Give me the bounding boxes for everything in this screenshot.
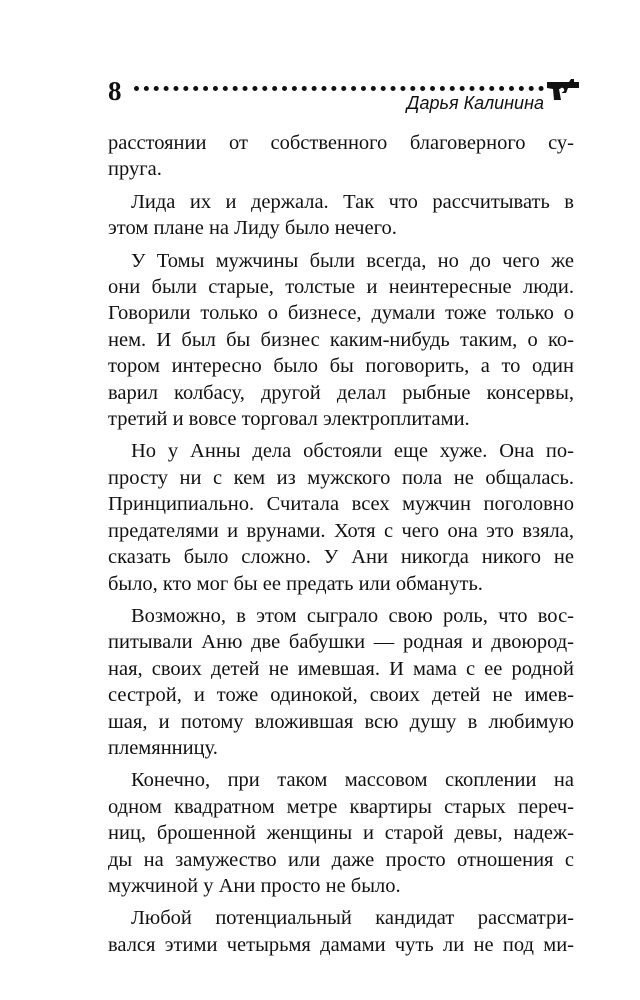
- text-line: Возможно, в этом сыграло свою роль, что вос-: [131, 604, 574, 627]
- text-line: племянницу.: [108, 736, 218, 759]
- paragraph: [108, 438, 574, 596]
- text-line: просту ни с кем из мужского пола не общалась.: [108, 466, 574, 489]
- text-line: Принципиально. Считала всех мужчин поголовно: [108, 493, 574, 516]
- paragraph: [108, 248, 574, 433]
- text-line: ниц, брошенной женщины и старой девы, надеж-: [108, 822, 574, 845]
- text-line: ная, своих детей не имевшая. И мама с ее родной: [108, 657, 574, 680]
- text-line: пруга.: [108, 158, 162, 181]
- text-line: этом плане на Лиду было нечего.: [108, 217, 397, 240]
- running-header: [108, 74, 584, 114]
- text-line: варил колбасу, другой делал рыбные консервы,: [108, 381, 574, 404]
- paragraph: [108, 130, 574, 183]
- text-line: Лида их и держала. Так что рассчитывать в: [131, 190, 574, 213]
- text-line: мужчиной у Ани просто не было.: [108, 874, 401, 897]
- text-line: одном квадратном метре квартиры старых переч-: [108, 795, 574, 818]
- pistol-icon: [546, 76, 580, 102]
- text-line: было, кто мог бы ее предать или обмануть.: [108, 572, 483, 595]
- text-line: вался этими четырьмя дамами чуть ли не под ми-: [108, 933, 574, 956]
- text-line: У Томы мужчины были всегда, но до чего же: [131, 249, 574, 272]
- author-name: Дарья Калинина: [406, 93, 544, 113]
- text-line: Но у Анны дела обстояли еще хуже. Она по-: [131, 440, 574, 463]
- text-line: Говорили только о бизнесе, думали тоже только о: [108, 302, 574, 325]
- text-line: они были старые, толстые и неинтересные люди.: [108, 276, 574, 299]
- text-line: сестрой, и тоже одинокой, своих детей не имев-: [108, 684, 574, 707]
- text-line: ды на замужество или даже просто отношения с: [108, 848, 574, 871]
- text-line: сказать было сложно. У Ани никогда никого не: [108, 546, 574, 569]
- text-line: Конечно, при таком массовом скоплении на: [131, 769, 574, 792]
- text-line: шая, и потому вложившая всю душу в любимую: [108, 710, 574, 733]
- page-number: 8: [108, 76, 122, 106]
- dotted-rule: [134, 86, 544, 91]
- text-line: тором интересно было бы поговорить, а то один: [108, 355, 574, 378]
- text-line: расстоянии от собственного благоверного су-: [108, 132, 574, 154]
- text-line: Любой потенциальный кандидат рассматри-: [131, 907, 574, 930]
- text-line: третий и вовсе торговал электроплитами.: [108, 408, 470, 431]
- paragraph: [108, 603, 574, 761]
- body-text: [108, 130, 574, 964]
- text-line: нем. И был бы бизнес каким-нибудь таким, о ко-: [108, 328, 574, 351]
- paragraph: [108, 189, 574, 242]
- paragraph: [108, 905, 574, 958]
- text-line: предателями и врунами. Хотя с чего она это взяла,: [108, 519, 574, 542]
- text-line: питывали Аню две бабушки — родная и двоюрод-: [108, 631, 574, 654]
- paragraph: [108, 767, 574, 899]
